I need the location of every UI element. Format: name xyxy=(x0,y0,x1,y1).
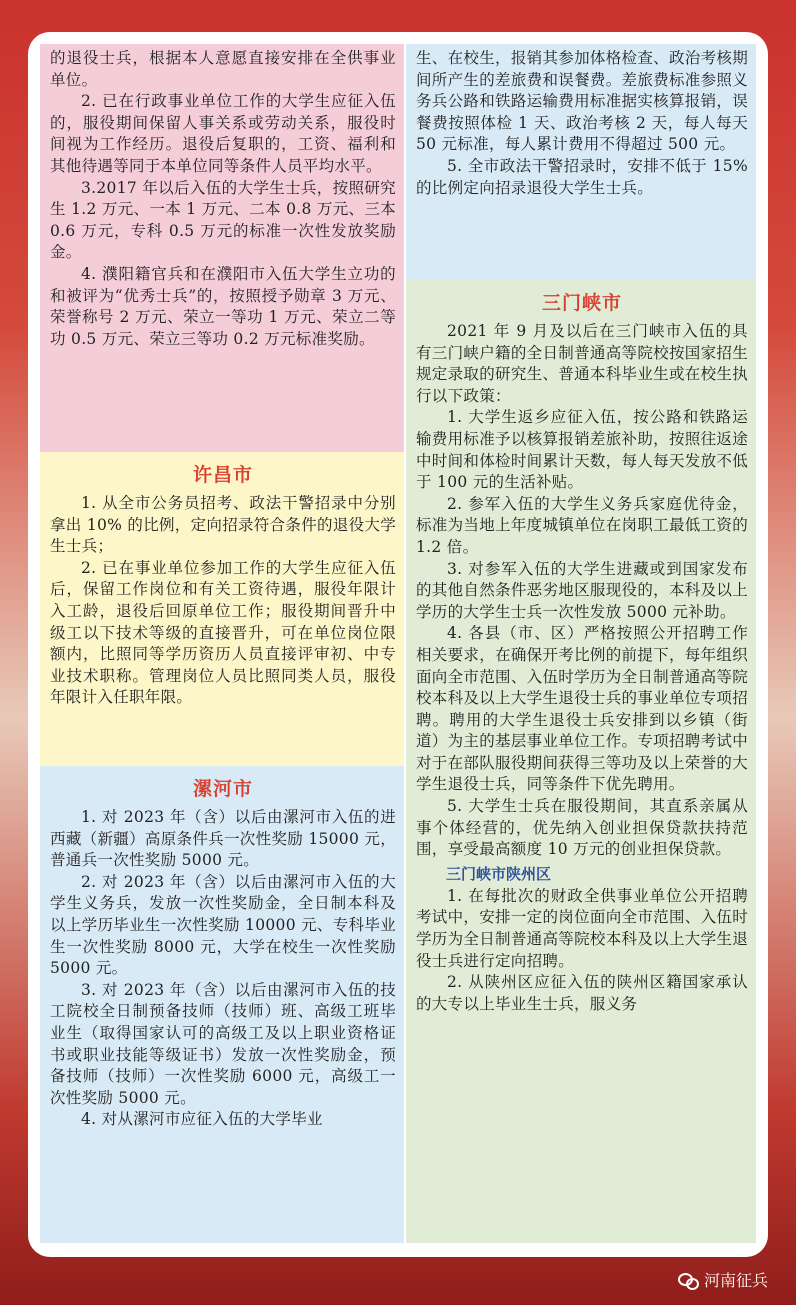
paragraph: 2. 对 2023 年（含）以后由漯河市入伍的大学生义务兵，发放一次性奖励金，全日制本科及以上学历毕业生一次性奖励 10000 元、专科毕业生一次性奖励 8000 元，大学在校生一次性奖励 5000 元。 xyxy=(50,872,396,978)
paragraph: 5. 全市政法干警招录时，安排不低于 15% 的比例定向招录退役大学生士兵。 xyxy=(416,156,748,197)
left-column xyxy=(40,44,404,1243)
section-title: 许昌市 xyxy=(192,464,253,486)
section-title: 漯河市 xyxy=(192,778,253,800)
luohe-continued-section xyxy=(406,44,756,280)
wechat-icon xyxy=(678,1272,698,1288)
xuchang-section xyxy=(40,452,404,766)
paragraph: 1. 对 2023 年（含）以后由漯河市入伍的进西藏（新疆）高原条件兵一次性奖励 15000 元，普通兵一次性奖励 5000 元。 xyxy=(50,808,396,870)
puyang-section xyxy=(40,44,404,452)
paragraph: 的退役士兵，根据本人意愿直接安排在全供事业单位。 xyxy=(50,49,396,89)
paragraph: 4. 濮阳籍官兵和在濮阳市入伍大学生立功的和被评为“优秀士兵”的，按照授予勋章 3 万元、荣誉称号 2 万元、荣立一等功 1 万元、荣立二等功 0.5 万元、荣立三等功 0.2 万元标准奖励。 xyxy=(50,264,396,348)
paragraph: 2. 从陕州区应征入伍的陕州区籍国家承认的大专以上毕业生士兵，服义务 xyxy=(416,973,748,1013)
paragraph: 2. 参军入伍的大学生义务兵家庭优待金，标准为当地上年度城镇单位在岗职工最低工资的 1.2 倍。 xyxy=(416,494,748,556)
paragraph: 1. 从全市公务员招考、政法干警招录中分别拿出 10% 的比例，定向招录符合条件的退役大学生士兵； xyxy=(50,494,397,556)
section-title: 三门峡市 xyxy=(541,292,622,314)
right-column xyxy=(406,44,756,1243)
paragraph: 2. 已在事业单位参加工作的大学生应征入伍后，保留工作岗位和有关工资待遇，服役年限计入工龄，退役后回原单位工作；服役期间晋升中级工以下技术等级的直接晋升，可在单位岗位限额内，比照同等学历资历人员直接评审初、中专业技术职称。管理岗位人员比照同类人员，服役年限计入任职年限。 xyxy=(50,558,396,707)
paragraph: 1. 大学生返乡应征入伍，按公路和铁路运输费用标准予以核算报销差旅补助，按照往返途中时间和体检时间累计天数，每人每天发放不低于 100 元的生活补贴。 xyxy=(416,408,748,492)
paragraph: 3. 对参军入伍的大学生进藏或到国家发布的其他自然条件恶劣地区服现役的，本科及以上学历的大学生士兵一次性发放 5000 元补助。 xyxy=(416,559,748,621)
luohe-section xyxy=(40,766,404,1243)
watermark xyxy=(678,1268,768,1291)
paragraph: 5. 大学生士兵在服役期间，其直系亲属从事个体经营的，优先纳入创业担保贷款扶持范围，享受最高额度 10 万元的创业担保贷款。 xyxy=(416,797,748,859)
paragraph: 3.2017 年以后入伍的大学生士兵，按照研究生 1.2 万元、一本 1 万元、二本 0.8 万元、三本 0.6 万元，专科 0.5 万元的标准一次性发放奖励金。 xyxy=(50,178,396,262)
paragraph: 4. 各县（市、区）严格按照公开招聘工作相关要求，在确保开考比例的前提下，每年组织面向全市范围、入伍时学历为全日制普通高等院校本科及以上大学生退役士兵的事业单位专项招聘。聘用的大学生退役士兵安排到以乡镇（街道）为主的基层事业单位工作。专项招聘考试中对于在部队服役期间获得三等功及以上荣誉的大学生退役士兵，同等条件下优先聘用。 xyxy=(416,624,748,794)
paragraph: 生、在校生，报销其参加体格检查、政治考核期间所产生的差旅费和误餐费。差旅费标准参照义务兵公路和铁路运输费用标准据实核算报销，误餐费按照体检 1 天、政治考核 2 天，每人每天 50 元标准，每人累计费用不得超过 500 元。 xyxy=(416,49,748,154)
paragraph: 1. 在每批次的财政全供事业单位公开招聘考试中，安排一定的岗位面向全市范围、入伍时学历为全日制普通高等院校本科及以上大学生退役士兵进行定向招聘。 xyxy=(416,886,748,970)
sanmenxia-section xyxy=(406,280,756,1243)
paragraph: 2. 已在行政事业单位工作的大学生应征入伍的，服役期间保留人事关系或劳动关系，服役时间视为工作经历。退役后复职的，工资、福利和其他待遇等同于本单位同等条件人员平均水平。 xyxy=(50,92,396,175)
paragraph: 3. 对 2023 年（含）以后由漯河市入伍的技工院校全日制预备技师（技师）班、高级工班毕业生（取得国家认可的高级工及以上职业资格证书或职业技能等级证书）发放一次性奖励金，预备技师（技师）一次性奖励 6000 元，高级工一次性奖励 5000 元。 xyxy=(50,980,396,1107)
subsection-title: 三门峡市陕州区 xyxy=(446,864,552,883)
watermark-text: 河南征兵 xyxy=(703,1271,768,1290)
paragraph: 2021 年 9 月及以后在三门峡市入伍的具有三门峡户籍的全日制普通高等院校按国家招生规定录取的研究生、普通本科毕业生或在校生执行以下政策： xyxy=(416,322,748,405)
content-card xyxy=(28,32,768,1257)
paragraph: 4. 对从漯河市应征入伍的大学毕业 xyxy=(81,1110,323,1129)
